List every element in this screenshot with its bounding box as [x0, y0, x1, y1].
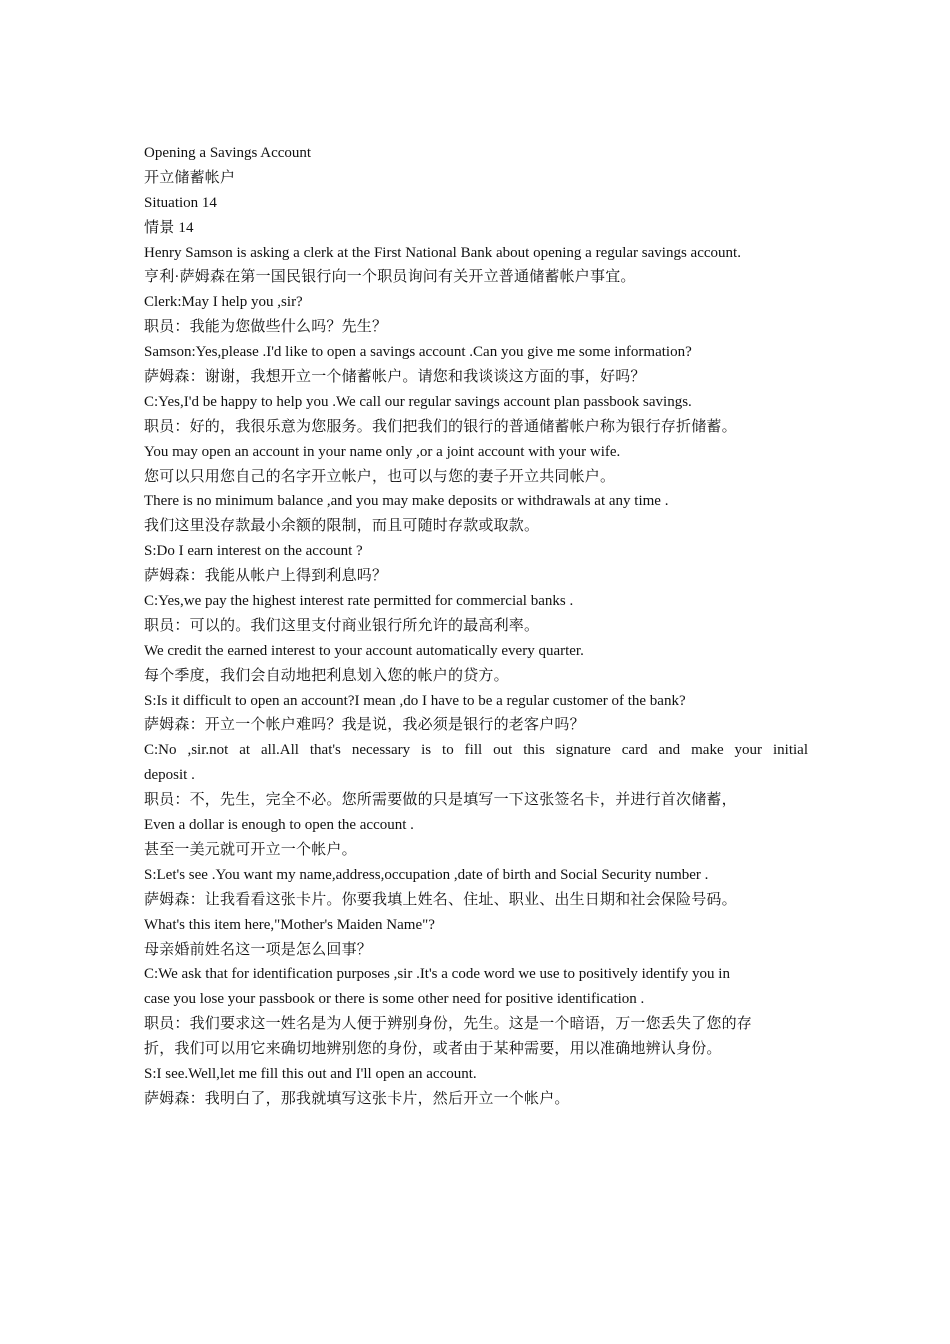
dialogue-line: Samson:Yes,please .I'd like to open a savings account .Can you give me some information? [144, 344, 692, 361]
dialogue-line-chinese: 您可以只用您自己的名字开立帐户，也可以与您的妻子开立共同帐户。 [144, 468, 616, 485]
dialogue-line: There is no minimum balance ,and you may make deposits or withdrawals at any time . [144, 493, 669, 510]
dialogue-line-chinese: 职员：好的，我很乐意为您服务。我们把我们的银行的普通储蓄帐户称为银行存折储蓄。 [144, 418, 737, 435]
dialogue-line-continuation: case you lose your passbook or there is some other need for positive identification . [144, 991, 645, 1008]
dialogue-line-chinese: 职员：可以的。我们这里支付商业银行所允许的最高利率。 [144, 617, 540, 634]
dialogue-line-chinese: 萨姆森：让我看看这张卡片。你要我填上姓名、住址、职业、出生日期和社会保险号码。 [144, 891, 737, 908]
dialogue-line-chinese: 职员：我能为您做些什么吗？先生？ [144, 319, 388, 336]
dialogue-line: C:Yes,I'd be happy to help you .We call our regular savings account plan passbook savings. [144, 393, 692, 410]
dialogue-line: S:Do I earn interest on the account ? [144, 543, 363, 560]
dialogue-line-chinese: 萨姆森：开立一个帐户难吗？我是说，我必须是银行的老客户吗？ [144, 717, 585, 734]
situation-heading: Situation 14 [144, 194, 217, 211]
dialogue-line-chinese: 萨姆森：谢谢，我想开立一个储蓄帐户。请您和我谈谈这方面的事，好吗？ [144, 369, 646, 386]
dialogue-line-chinese: 甚至一美元就可开立一个帐户。 [144, 841, 357, 858]
dialogue-line-chinese: 职员：我们要求这一姓名是为人便于辨别身份，先生。这是一个暗语，万一您丢失了您的存 [144, 1016, 753, 1033]
dialogue-line: You may open an account in your name only ,or a joint account with your wife. [144, 443, 621, 460]
scenario-text-chinese: 亨利·萨姆森在第一国民银行向一个职员询问有关开立普通储蓄帐户事宜。 [144, 269, 636, 286]
dialogue-line-chinese: 每个季度，我们会自动地把利息划入您的帐户的贷方。 [144, 667, 509, 684]
scenario-text: Henry Samson is asking a clerk at the First National Bank about opening a regular savings account. [144, 244, 741, 261]
dialogue-line-chinese: 我们这里没存款最小余额的限制，而且可随时存款或取款。 [144, 518, 540, 535]
dialogue-line: S:Is it difficult to open an account?I mean ,do I have to be a regular customer of the bank? [144, 692, 686, 709]
dialogue-line: C:Yes,we pay the highest interest rate permitted for commercial banks . [144, 593, 574, 610]
dialogue-line: We credit the earned interest to your account automatically every quarter. [144, 642, 584, 659]
document-title-chinese: 开立储蓄帐户 [144, 169, 236, 186]
dialogue-line-chinese: 母亲婚前姓名这一项是怎么回事？ [144, 941, 373, 958]
dialogue-line-chinese: 萨姆森：我能从帐户上得到利息吗？ [144, 568, 388, 585]
dialogue-line-chinese: 职员：不，先生，完全不必。您所需要做的只是填写一下这张签名卡，并进行首次储蓄， [144, 792, 737, 809]
document-title: Opening a Savings Account [144, 145, 312, 161]
document-page [144, 141, 808, 1112]
situation-heading-chinese: 情景 14 [144, 219, 194, 236]
dialogue-line: What's this item here,"Mother's Maiden Name"? [144, 916, 435, 933]
dialogue-line: S:Let's see .You want my name,address,occupation ,date of birth and Social Security number . [144, 866, 709, 883]
dialogue-line: C:No ,sir.not at all.All that's necessary is to fill out this signature card and make your initial [144, 742, 808, 759]
dialogue-line: Even a dollar is enough to open the account . [144, 817, 414, 834]
dialogue-line-continuation: deposit . [144, 767, 195, 784]
dialogue-line-chinese: 萨姆森：我明白了，那我就填写这张卡片，然后开立一个帐户。 [144, 1090, 570, 1107]
dialogue-line: S:I see.Well,let me fill this out and I'll open an account. [144, 1065, 477, 1082]
dialogue-line: C:We ask that for identification purposes ,sir .It's a code word we use to positively identify you in [144, 966, 730, 983]
dialogue-line-chinese-continuation: 折，我们可以用它来确切地辨别您的身份，或者由于某种需要，用以准确地辨认身份。 [144, 1041, 722, 1058]
dialogue-line: Clerk:May I help you ,sir? [144, 294, 303, 311]
